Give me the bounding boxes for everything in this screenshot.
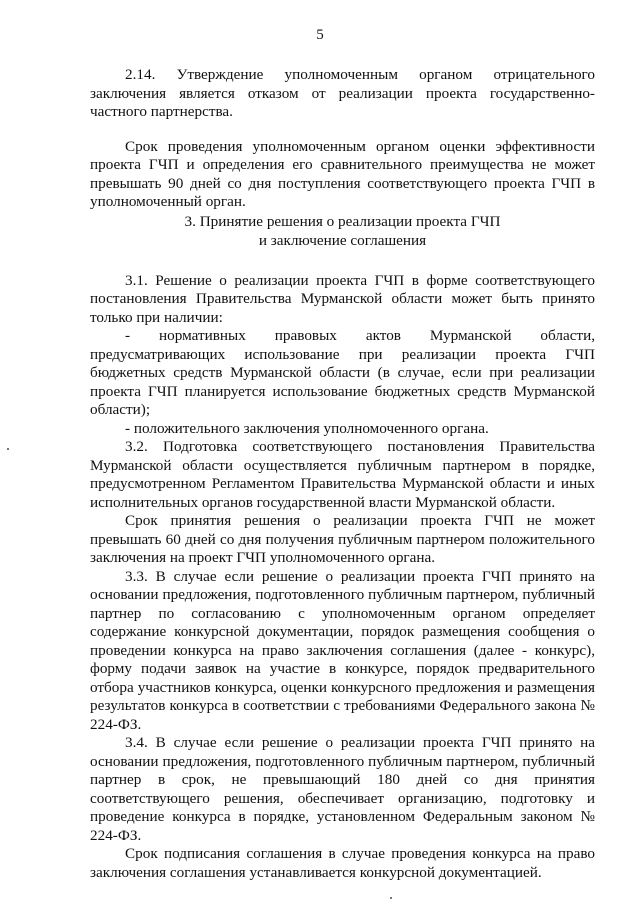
paragraph-3-3: 3.3. В случае если решение о реализации проекта ГЧП принято на основании предложения, подготовленного публичным партнером, публичный партнер по согласованию с уполномоченным органом определяет содержание конкурсной документации, порядок размещения сообщения о проведении конкурса на право заключения соглашения (далее - конкурс), форму подачи заявок на участие в конкурсе, порядок предварительного отбора участников конкурса, оценки конкурсного предложения и размещения результатов конкурса в соответствии с требованиями Федерального закона № 224-ФЗ. (90, 567, 595, 733)
paragraph-decision-term: Срок принятия решения о реализации проекта ГЧП не может превышать 60 дней со дня получения публичным партнером положительного заключения на проект ГЧП уполномоченного органа. (90, 512, 595, 566)
page-number: 5 (316, 27, 324, 43)
paragraph-positive-conclusion: - положительного заключения уполномоченного органа. (125, 419, 489, 437)
section-heading-line-1: 3. Принятие решения о реализации проекта ГЧП (184, 212, 501, 230)
paragraph-signing-term: Срок подписания соглашения в случае проведения конкурса на право заключения соглашения устанавливается конкурсной документацией. (90, 845, 595, 881)
section-heading (90, 212, 595, 250)
scan-mark (7, 448, 9, 450)
scan-mark (390, 897, 392, 899)
paragraph-evaluation-term: Срок проведения уполномоченным органом оценки эффективности проекта ГЧП и определения его сравнительного преимущества не может превышать 90 дней со дня поступления соответствующего проекта ГЧП в уполномоченный орган. (90, 137, 595, 210)
paragraph-3-1: 3.1. Решение о реализации проекта ГЧП в форме соответствующего постановления Правительства Мурманской области может быть принято только при наличии: (90, 271, 595, 326)
paragraph-normative-acts: - нормативных правовых актов Мурманской области, предусматривающих использование при реализации проекта ГЧП бюджетных средств Мурманской области (в случае, если при реализации проекта ГЧП планируется использование бюджетных средств Мурманской области); (90, 327, 595, 418)
document-body (90, 66, 595, 882)
section-heading-line-2: и заключение соглашения (258, 231, 427, 249)
paragraph-2-14: 2.14. Утверждение уполномоченным органом отрицательного заключения является отказом от реализации проекта государственно-частного партнерства. (90, 66, 595, 120)
paragraph-3-4: 3.4. В случае если решение о реализации проекта ГЧП принято на основании предложения, подготовленного публичным партнером, публичный партнер в срок, не превышающий 180 дней со дня принятия соответствующего решения, обеспечивает организацию, подготовку и проведение конкурса в порядке, установленном Федеральным законом № 224-ФЗ. (90, 734, 595, 844)
paragraph-3-2: 3.2. Подготовка соответствующего постановления Правительства Мурманской области осуществляется публичным партнером в порядке, предусмотренном Регламентом Правительства Мурманской области и иных исполнительных органов государственной власти Мурманской области. (90, 438, 595, 511)
